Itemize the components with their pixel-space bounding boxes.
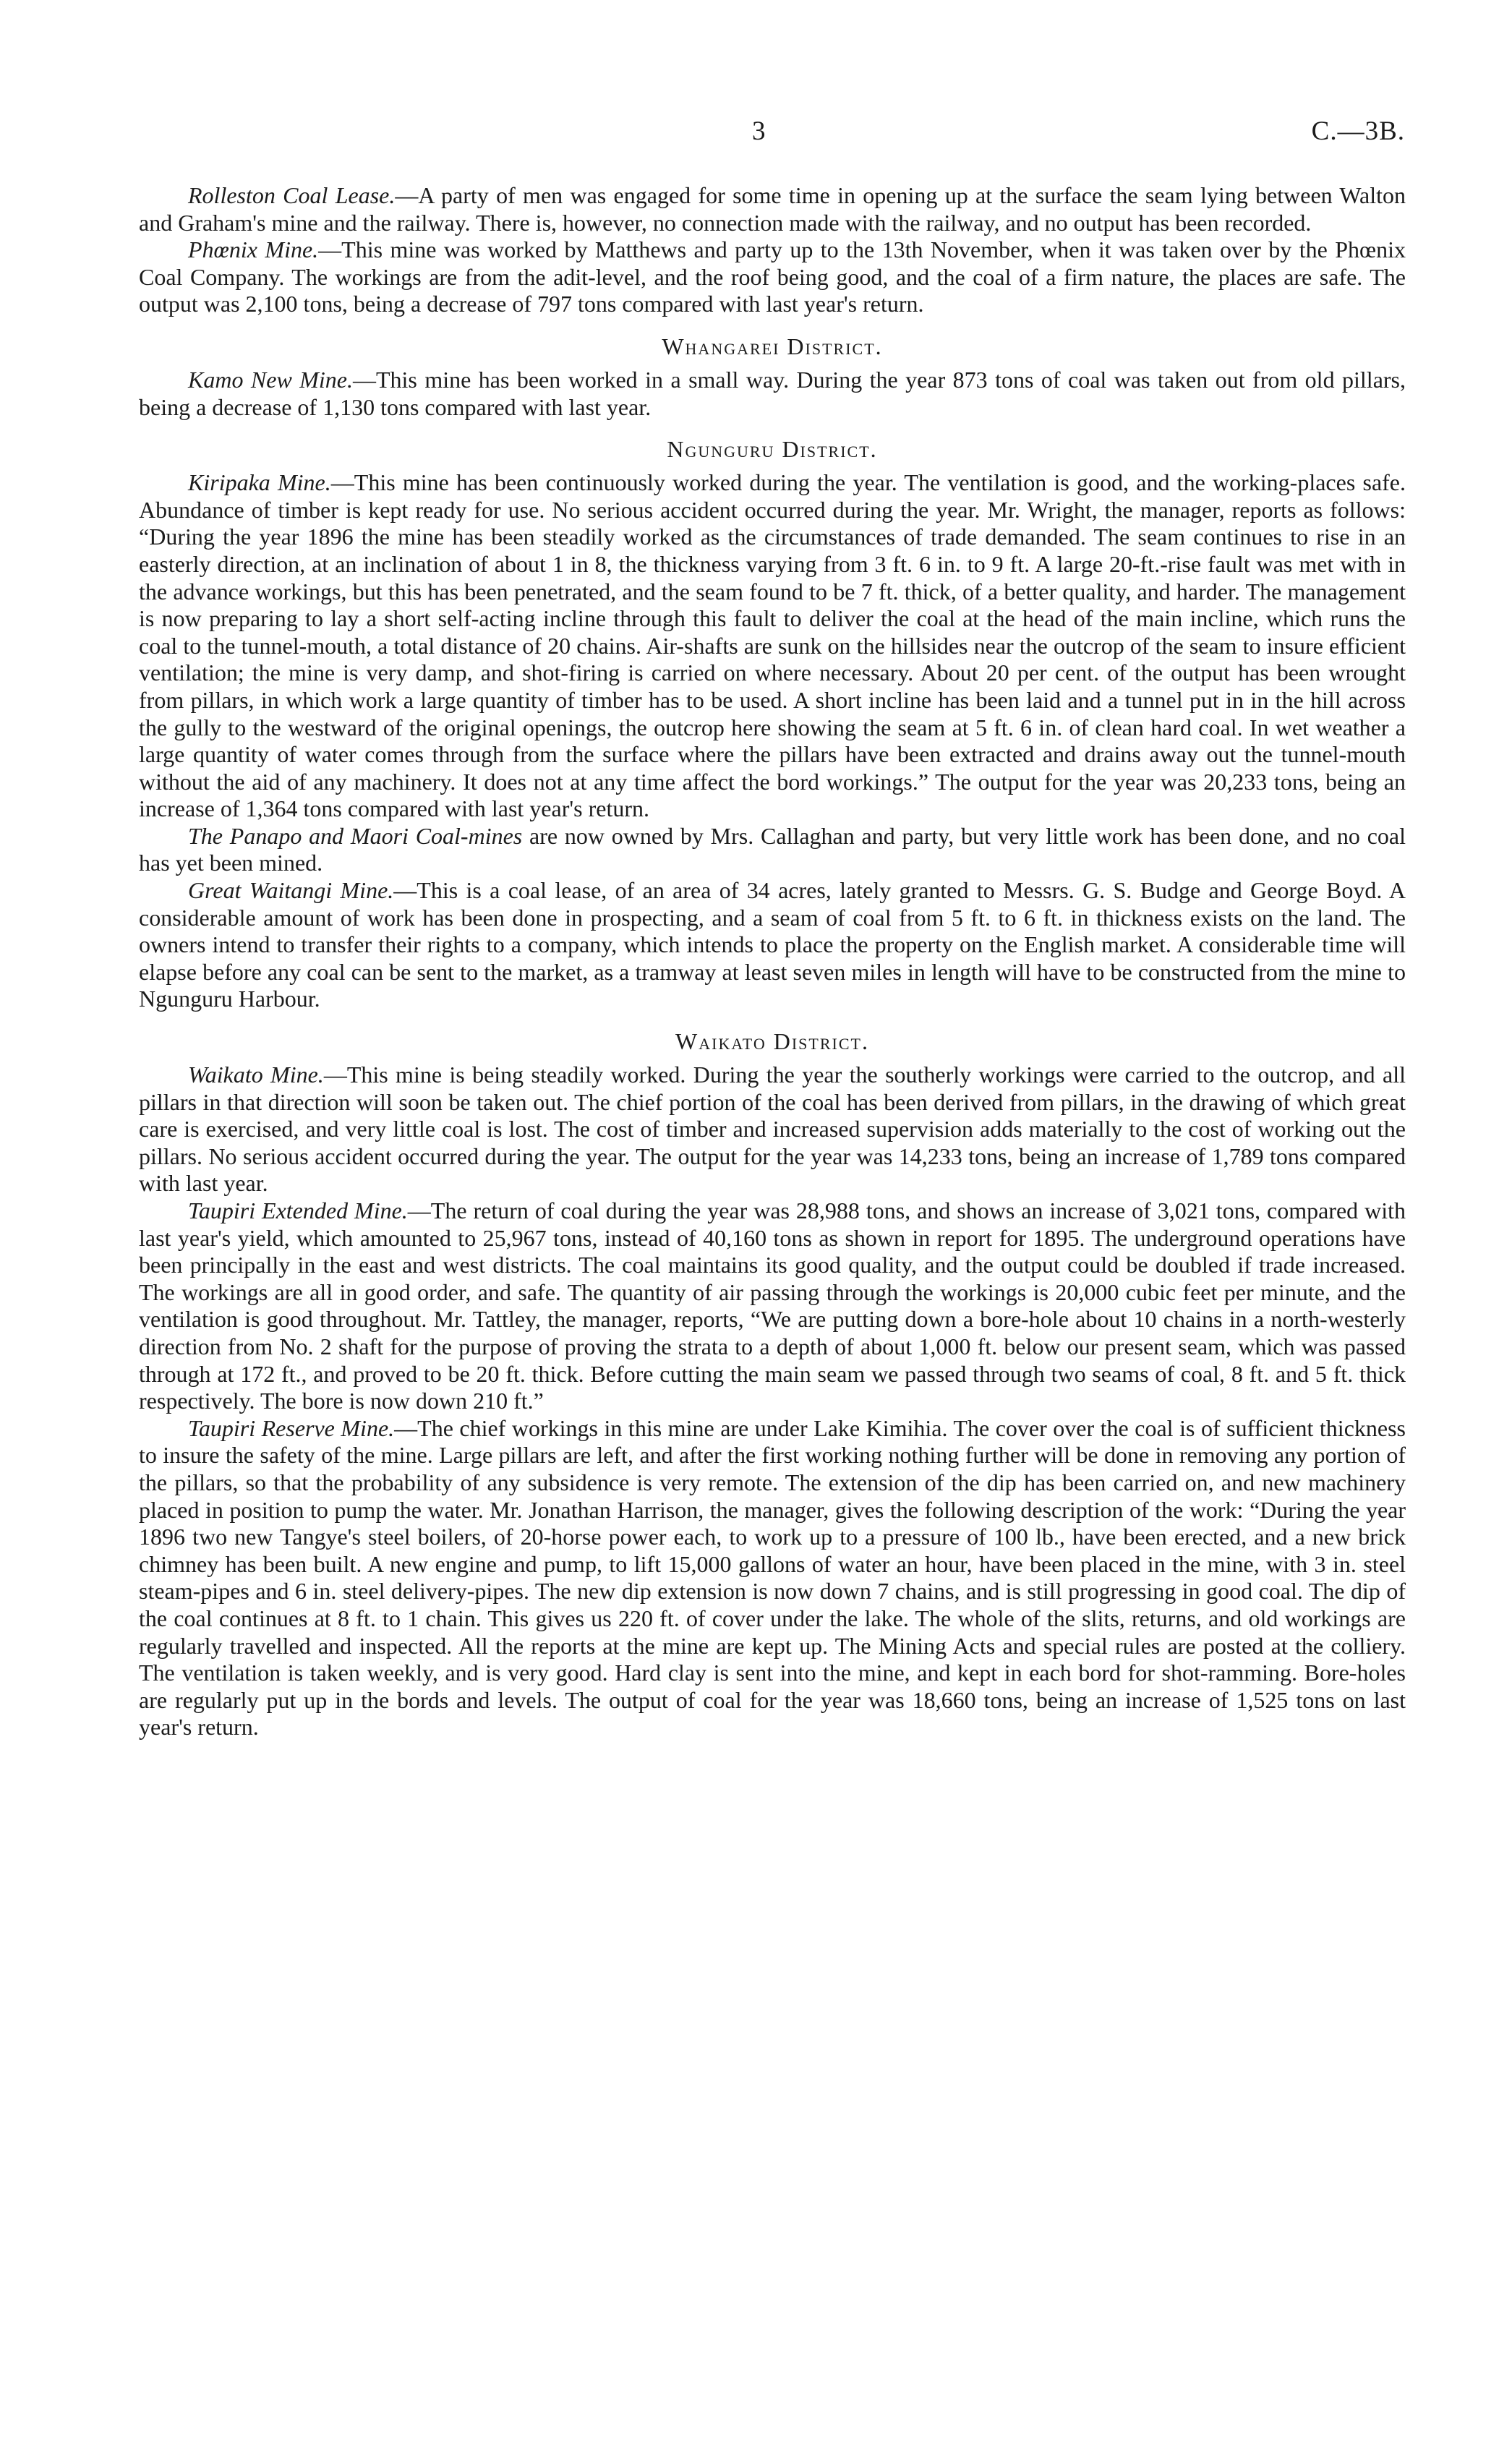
paragraph-title: Taupiri Extended Mine. <box>188 1197 408 1223</box>
paragraph-body: —A party of men was engaged for some time in opening up at the surface the seam lying between Walton and Graham's mine and the railway. There is, however, no connection made with the railway, and no output has been recorded. <box>139 182 1406 236</box>
page-content <box>139 182 1406 1741</box>
paragraph-title: Phœnix Mine. <box>188 236 319 263</box>
paragraph-body: —This mine was worked by Matthews and party up to the 13th November, when it was taken over by the Phœnix Coal Company. The workings are from the adit-level, and the roof being good, and the coal of a firm nature, the places are safe. The output was 2,100 tons, being a decrease of 797 tons compared with last year's return. <box>139 236 1406 317</box>
document-reference: C.—3B. <box>1311 116 1405 146</box>
page-number: 3 <box>752 116 766 146</box>
paragraph-rolleston-coal-lease <box>139 182 1406 236</box>
paragraph-waikato-mine <box>139 1062 1406 1197</box>
paragraph-title: Waikato Mine. <box>188 1062 324 1088</box>
heading-ngunguru-district: Ngunguru District. <box>667 436 878 463</box>
paragraph-panapo-maori-coal-mines <box>139 823 1406 877</box>
paragraph-body: —This is a coal lease, of an area of 34 acres, lately granted to Messrs. G. S. Budge and George Boyd. A considerable amount of work has been done in prospecting, and a seam of coal from 5 ft. to 6 ft. in thickness exists on the land. The owners intend to transfer their rights to a company, which intends to place the property on the English market. A considerable time will elapse before any coal can be sent to the market, as a tramway at least seven miles in length will have to be constructed from the mine to Ngunguru Harbour. <box>139 877 1406 1012</box>
paragraph-kiripaka-mine <box>139 469 1406 823</box>
paragraph-body: —This mine has been worked in a small way. During the year 873 tons of coal was taken out from old pillars, being a decrease of 1,130 tons compared with last year. <box>139 366 1406 420</box>
paragraph-phoenix-mine <box>139 236 1406 318</box>
paragraph-body: —The chief workings in this mine are under Lake Kimihia. The cover over the coal is of sufficient thickness to insure the safety of the mine. Large pillars are left, and after the first working nothing further will be done in removing any portion of the pillars, so that the probability of any subsidence is very remote. The extension of the dip has been carried on, and new machinery placed in position to pump the water. Mr. Jonathan Harrison, the manager, gives the following description of the work: “During the year 1896 two new Tangye's steel boilers, of 20-horse power each, to work up to a pressure of 100 lb., have been erected, and a new brick chimney has been built. A new engine and pump, to lift 15,000 gallons of water an hour, have been placed in the mine, with 3 in. steel steam-pipes and 6 in. steel delivery-pipes. The new dip extension is now down 7 chains, and is still progressing in good coal. The dip of the coal continues at 8 ft. to 1 chain. This gives us 220 ft. of cover under the lake. The whole of the slits, returns, and old workings are regularly travelled and inspected. All the reports at the mine are kept up. The Mining Acts and special rules are posted at the colliery. The ventilation is taken weekly, and is very good. Hard clay is sent into the mine, and kept in each bord for shot-ramming. Bore-holes are regularly put up in the bords and levels. The output of coal for the year was 18,660 tons, being an increase of 1,525 tons on last year's return. <box>139 1414 1406 1741</box>
paragraph-taupiri-reserve-mine <box>139 1415 1406 1741</box>
paragraph-kamo-new-mine <box>139 367 1406 421</box>
paragraph-title: Kiripaka Mine. <box>188 469 331 496</box>
heading-whangarei-district: Whangarei District. <box>662 333 883 359</box>
paragraph-title: Taupiri Reserve Mine. <box>188 1414 395 1441</box>
page-header <box>0 116 1512 152</box>
paragraph-title: Kamo New Mine. <box>188 366 353 393</box>
heading-waikato-district: Waikato District. <box>675 1028 869 1055</box>
paragraph-body: —This mine has been continuously worked during the year. The ventilation is good, and the working-places safe. Abundance of timber is kept ready for use. No serious accident occurred during the year. Mr. Wright, the manager, reports as follows: “During the year 1896 the mine has been steadily worked as the circumstances of trade demanded. The seam continues to rise in an easterly direction, at an inclination of about 1 in 8, the thickness varying from 3 ft. 6 in. to 9 ft. A large 20-ft.-rise fault was met with in the advance workings, but this has been penetrated, and the seam found to be 7 ft. thick, of a better quality, and harder. The management is now preparing to lay a short self-acting incline through this fault to deliver the coal at the head of the main incline, which runs the coal to the tunnel-mouth, a total distance of 20 chains. Air-shafts are sunk on the hillsides near the outcrop of the seam to insure efficient ventilation; the mine is very damp, and shot-firing is carried on where necessary. About 20 per cent. of the output has been wrought from pillars, in which work a large quantity of timber has to be used. A short incline has been laid and a tunnel put in in the hill across the gully to the westward of the original openings, the outcrop here showing the seam at 5 ft. 6 in. of clean hard coal. In wet weather a large quantity of water comes through from the surface where the pillars have been extracted and drains away out the tunnel-mouth without the aid of any machinery. It does not at any time affect the bord workings.” The output for the year was 20,233 tons, being an increase of 1,364 tons compared with last year's return. <box>139 469 1406 822</box>
paragraph-title: Great Waitangi Mine. <box>188 877 394 904</box>
paragraph-title: Rolleston Coal Lease. <box>188 182 396 208</box>
paragraph-body: —The return of coal during the year was 28,988 tons, and shows an increase of 3,021 tons, compared with last year's yield, which amounted to 25,967 tons, instead of 40,160 tons as shown in report for 1895. The underground operations have been principally in the east and west districts. The coal maintains its good quality, and the output could be doubled if trade increased. The workings are all in good order, and safe. The quantity of air passing through the workings is 20,000 cubic feet per minute, and the ventilation is good throughout. Mr. Tattley, the manager, reports, “We are putting down a bore-hole about 10 chains in a north-westerly direction from No. 2 shaft for the purpose of proving the strata to a depth of about 1,000 ft. below our present seam, which was passed through at 172 ft., and proved to be 20 ft. thick. Before cutting the main seam we passed through two seams of coal, 8 ft. and 5 ft. thick respectively. The bore is now down 210 ft.” <box>139 1197 1406 1414</box>
paragraph-title: The Panapo and Maori Coal-mines <box>188 822 523 849</box>
paragraph-body: are now owned by Mrs. Callaghan and party, but very little work has been done, and no coal has yet been mined. <box>139 822 1406 876</box>
paragraph-body: —This mine is being steadily worked. During the year the southerly workings were carried to the outcrop, and all pillars in that direction will soon be taken out. The chief portion of the coal has been derived from pillars, in the drawing of which great care is exercised, and very little coal is lost. The cost of timber and increased supervision adds materially to the cost of working out the pillars. No serious accident occurred during the year. The output for the year was 14,233 tons, being an increase of 1,789 tons compared with last year. <box>139 1062 1406 1197</box>
paragraph-taupiri-extended-mine <box>139 1197 1406 1415</box>
paragraph-great-waitangi-mine <box>139 877 1406 1013</box>
